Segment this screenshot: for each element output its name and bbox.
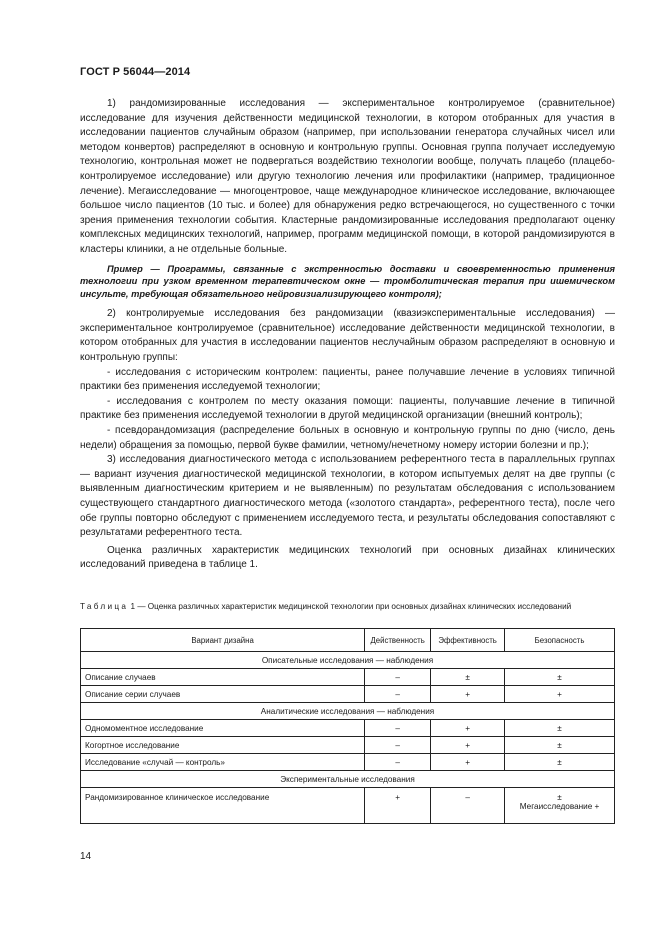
header-safety: Безопасность [505, 629, 615, 652]
safety-cell: + [505, 686, 615, 703]
body-text [80, 97, 615, 573]
effectiveness-cell: + [431, 754, 505, 771]
list-item-historical-control: - исследования с историческим контролем: пациенты, ранее получавшие лечение в условиях типичной практики без применения исследуемой технологии; [80, 366, 615, 393]
header-effectiveness: Эффективность [431, 629, 505, 652]
table-row [81, 754, 615, 771]
design-evaluation-table [80, 628, 615, 824]
table-header-row [81, 629, 615, 652]
design-cell: Исследование «случай — контроль» [81, 754, 365, 771]
list-item-pseudorandomization: - псевдорандомизация (распределение больных в основную и контрольную группы по дню (число, день недели) обращения за помощью, первой букве фамилии, четному/нечетному номеру истории болезни и пр.); [80, 425, 615, 451]
efficacy-cell: – [365, 669, 431, 686]
design-cell: Одномоментное исследование [81, 720, 365, 737]
safety-value: ± [557, 793, 562, 802]
design-cell: Описание серии случаев [81, 686, 365, 703]
table-row [81, 788, 615, 824]
effectiveness-cell: ± [431, 669, 505, 686]
header-design: Вариант дизайна [81, 629, 365, 652]
table-row [81, 737, 615, 754]
effectiveness-cell: + [431, 686, 505, 703]
effectiveness-cell: + [431, 737, 505, 754]
efficacy-cell: – [365, 720, 431, 737]
section-row [81, 652, 615, 669]
page-number: 14 [80, 851, 92, 862]
table-caption-label: Таблица [80, 602, 129, 611]
section-title: Экспериментальные исследования [81, 771, 615, 788]
safety-cell: ± [505, 669, 615, 686]
list-item-place-control: - исследования с контролем по месту оказания помощи: пациенты, получавшие лечение в типичной практике без применения исследуемой технологии в другой медицинской организации (внешний контроль); [80, 395, 615, 422]
design-cell: Описание случаев [81, 669, 365, 686]
effectiveness-cell: + [431, 720, 505, 737]
section-title: Аналитические исследования — наблюдения [81, 703, 615, 720]
safety-cell [505, 788, 615, 824]
paragraph-randomized: 1) рандомизированные исследования — экспериментальное контролируемое (сравнительное) исследование для изучения действенности медицинской технологии, в котором отобранных для участия в исследовании пациентов случайным образом (например, при использовании генератора случайных чисел или методом конвертов) распределяют в основную и контрольную группы. Основная группа получает исследуемую технологию, контрольная может не подвергаться воздействию технологии вообще, получать плацебо (плацебо-контролируемое исследование) или другую технологию лечения или профилактики (например, традиционное лечение). Мегаисследование — многоцентровое, чаще международное клиническое исследование, включающее большое число пациентов (10 тыс. и более) для обнаружения редко встречающегося, но существенного с точки зрения применения технологии события. Кластерные рандомизированные исследования предполагают оценку комплексных медицинских технологий, например, программ медицинской помощи, в которой рандомизируются в кластеры клиники, а не отдельные больные. [80, 98, 615, 255]
section-row [81, 703, 615, 720]
effectiveness-cell: – [431, 788, 505, 824]
table-caption-text: 1 — Оценка различных характеристик медицинской технологии при основных дизайнах клинических исследований [130, 602, 572, 611]
document-header: ГОСТ Р 56044—2014 [80, 66, 191, 78]
safety-cell: ± [505, 737, 615, 754]
table-row [81, 720, 615, 737]
safety-cell: ± [505, 720, 615, 737]
paragraph-non-randomized: 2) контролируемые исследования без рандомизации (квазиэкспериментальные исследования) — экспериментальное контролируемое (сравнительное) исследование действенности медицинской технологии, в котором отобранных для участия в исследовании пациентов неслучайным образом распределяют в основную и контрольную группы: [80, 308, 615, 364]
efficacy-cell: – [365, 686, 431, 703]
efficacy-cell: – [365, 754, 431, 771]
section-title: Описательные исследования — наблюдения [81, 652, 615, 669]
table-row [81, 686, 615, 703]
paragraph-table-reference: Оценка различных характеристик медицинских технологий при основных дизайнах клинических исследований приведена в таблице 1. [80, 544, 615, 571]
mega-study-note: Мегаисследование + [519, 802, 600, 811]
header-efficacy: Действенность [365, 629, 431, 652]
safety-cell: ± [505, 754, 615, 771]
table-row [81, 669, 615, 686]
table-caption [80, 601, 615, 613]
design-cell: Рандомизированное клиническое исследование [81, 788, 365, 824]
paragraph-diagnostic: 3) исследования диагностического метода с использованием референтного теста в параллельных группах — вариант изучения диагностической медицинской технологии, в котором испытуемых делят на две группы (с выявленным диагностическим критерием и не выявленным) по результатам обследования с использованием существующего стандартного диагностического метода («золотого стандарта», референтного теста), после чего обе группы повторно обследуют с применением исследуемого теста, и результаты обследования сопоставляют с результатами референтного теста. [80, 454, 615, 539]
efficacy-cell: + [365, 788, 431, 824]
example-note: Пример — Программы, связанные с экстренностью доставки и своевременностью применения технологии при узком временном терапевтическом окне — тромболитическая терапия при ишемическом инсульте, требующая обязательного нейровизиализирующего контроля); [80, 263, 615, 300]
efficacy-cell: – [365, 737, 431, 754]
section-row [81, 771, 615, 788]
design-cell: Когортное исследование [81, 737, 365, 754]
